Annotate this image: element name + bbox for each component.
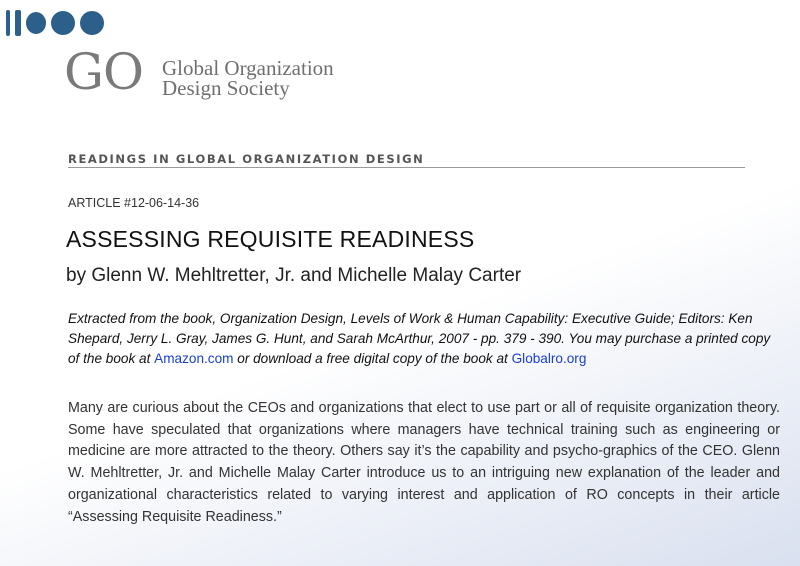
- logo-dot-icon: [26, 12, 46, 34]
- organization-name-line2: Design Society: [162, 76, 290, 100]
- article-abstract: Many are curious about the CEOs and organizations that elect to use part or all of requisite organization theory. Some have speculated that organizations where managers have technical training such as engineering or medicine are more attracted to the theory. Others say it’s the capability and psycho-graphics of the CEO. Glenn W. Mehltretter, Jr. and Michelle Malay Carter introduce us to an intriguing new explanation of the leader and organizational characteristics related to varying interest and application of RO concepts in their article “Assessing Requisite Readiness.”: [68, 400, 780, 525]
- extract-text: Extracted from the book, Organization Design, Levels of Work & Human Capability: Executive Guide; Editors: Ken Shepard, Jerry L. Gray, James G. Hunt, and Sarah McArthur, 2007 - pp. 379 - 390. You may purchase a printed copy of the book at: [68, 311, 771, 366]
- section-title: READINGS IN GLOBAL ORGANIZATION DESIGN: [68, 152, 745, 168]
- logo-bar-icon: [6, 10, 10, 36]
- logo-dot-icon: [51, 11, 75, 35]
- logo-mark: GO: [64, 43, 143, 101]
- article-number: ARTICLE #12-06-14-36: [68, 196, 200, 210]
- logo-bar-icon: [15, 10, 21, 36]
- article-authors: by Glenn W. Mehltretter, Jr. and Michelle Malay Carter: [66, 265, 522, 286]
- extract-text-middle: or download a free digital copy of the book at: [233, 351, 512, 366]
- organization-name-line1: Global Organization: [162, 56, 334, 80]
- globalro-link[interactable]: Globalro.org: [511, 351, 587, 366]
- article-title: ASSESSING REQUISITE READINESS: [66, 226, 475, 252]
- logo-dot-icon: [80, 11, 104, 35]
- organization-name: [162, 58, 334, 98]
- amazon-link[interactable]: Amazon.com: [154, 351, 234, 366]
- logo-bars-icon: [6, 10, 104, 36]
- extract-note: [68, 309, 780, 369]
